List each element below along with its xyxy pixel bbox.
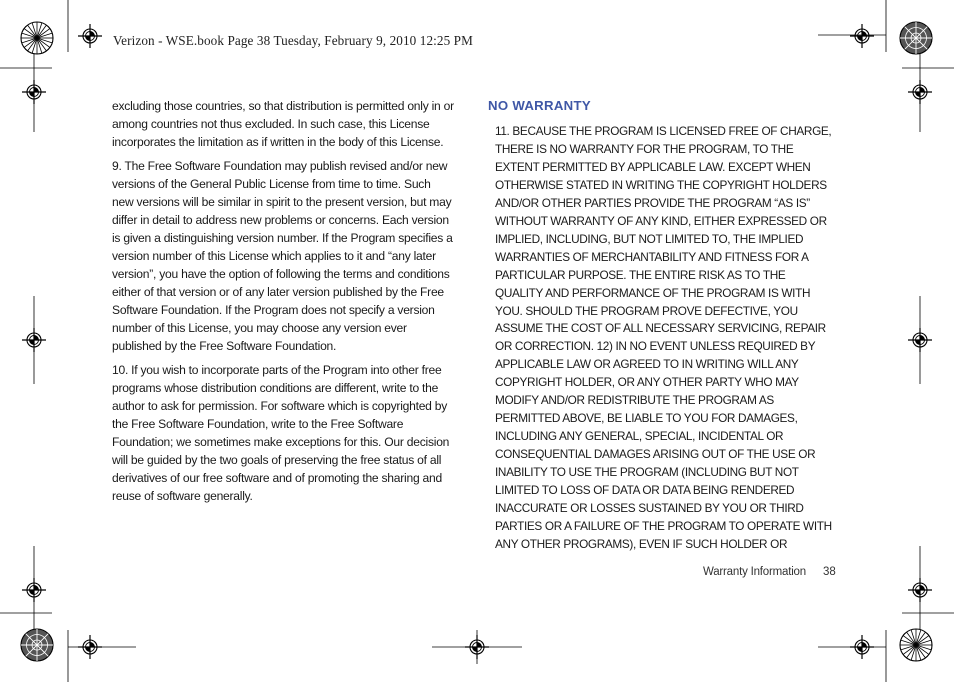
book-slug-header: Verizon - WSE.book Page 38 Tuesday, February 9, 2010 12:25 PM xyxy=(113,33,473,48)
paragraph-section-9: 9. The Free Software Foundation may publish revised and/or new versions of the General Public License from time to time. Such new versions will be similar in spirit to the present version, but may differ in detail to address new problems or concerns. Each version is given a distinguishing version number. If the Program specifies a version number of this License which applies to it and “any later version”, you have the option of following the terms and conditions either of that version or of any later version published by the Free Software Foundation. If the Program does not specify a version number of this License, you may choose any version ever published by the Free Software Foundation. xyxy=(112,159,453,353)
registration-crosshair-icon xyxy=(22,80,46,104)
paragraph-license-limitation: excluding those countries, so that distribution is permitted only in or among countries not thus excluded. In such case, this License incorporates the limitation as if written in the body of this License. xyxy=(112,99,454,149)
sunburst-registration-icon xyxy=(900,22,932,54)
right-text-column xyxy=(488,97,836,554)
footer-section-label: Warranty Information xyxy=(703,566,806,578)
sunburst-registration-icon xyxy=(21,629,53,661)
registration-crosshair-icon xyxy=(78,24,102,48)
sunburst-registration-icon xyxy=(21,22,53,54)
registration-crosshair-icon xyxy=(22,328,46,352)
registration-crosshair-icon xyxy=(850,635,874,659)
page-number: 38 xyxy=(823,566,836,578)
registration-crosshair-icon xyxy=(78,635,102,659)
paragraph-section-10: 10. If you wish to incorporate parts of the Program into other free programs whose distribution conditions are different, write to the author to ask for permission. For software which is copyrighted by the Free Software Foundation, write to the Free Software Foundation; we sometimes make exceptions for this. Our decision will be guided by the two goals of preserving the free status of all derivatives of our free software and of promoting the sharing and reuse of software generally. xyxy=(112,363,450,503)
registration-crosshair-icon xyxy=(22,578,46,602)
registration-crosshair-icon xyxy=(850,24,874,48)
warranty-disclaimer-text: 11. BECAUSE THE PROGRAM IS LICENSED FREE OF CHARGE, THERE IS NO WARRANTY FOR THE PROGRAM, TO THE EXTENT PERMITTED BY APPLICABLE LAW. EXCEPT WHEN OTHERWISE STATED IN WRITING THE COPYRIGHT HOLDERS AND/OR OTHER PARTIES PROVIDE THE PROGRAM “AS IS” WITHOUT WARRANTY OF ANY KIND, EITHER EXPRESSED OR IMPLIED, INCLUDING, BUT NOT LIMITED TO, THE IMPLIED WARRANTIES OF MERCHANTABILITY AND FITNESS FOR A PARTICULAR PURPOSE. THE ENTIRE RISK AS TO THE QUALITY AND PERFORMANCE OF THE PROGRAM IS WITH YOU. SHOULD THE PROGRAM PROVE DEFECTIVE, YOU ASSUME THE COST OF ALL NECESSARY SERVICING, REPAIR OR CORRECTION. 12) IN NO EVENT UNLESS REQUIRED BY APPLICABLE LAW OR AGREED TO IN WRITING WILL ANY COPYRIGHT HOLDER, OR ANY OTHER PARTY WHO MAY MODIFY AND/OR REDISTRIBUTE THE PROGRAM AS PERMITTED ABOVE, BE LIABLE TO YOU FOR DAMAGES, INCLUDING ANY GENERAL, SPECIAL, INCIDENTAL OR CONSEQUENTIAL DAMAGES ARISING OUT OF THE USE OR INABILITY TO USE THE PROGRAM (INCLUDING BUT NOT LIMITED TO LOSS OF DATA OR DATA BEING RENDERED INACCURATE OR LOSSES SUSTAINED BY YOU OR THIRD PARTIES OR A FAILURE OF THE PROGRAM TO OPERATE WITH ANY OTHER PROGRAMS), EVEN IF SUCH HOLDER OR xyxy=(495,124,832,551)
no-warranty-heading: NO WARRANTY xyxy=(488,98,591,113)
registration-crosshair-icon xyxy=(908,80,932,104)
left-text-column xyxy=(112,97,454,511)
registration-crosshair-icon xyxy=(465,635,489,659)
registration-crosshair-icon xyxy=(908,328,932,352)
registration-crosshair-icon xyxy=(908,578,932,602)
sunburst-registration-icon xyxy=(900,629,932,661)
